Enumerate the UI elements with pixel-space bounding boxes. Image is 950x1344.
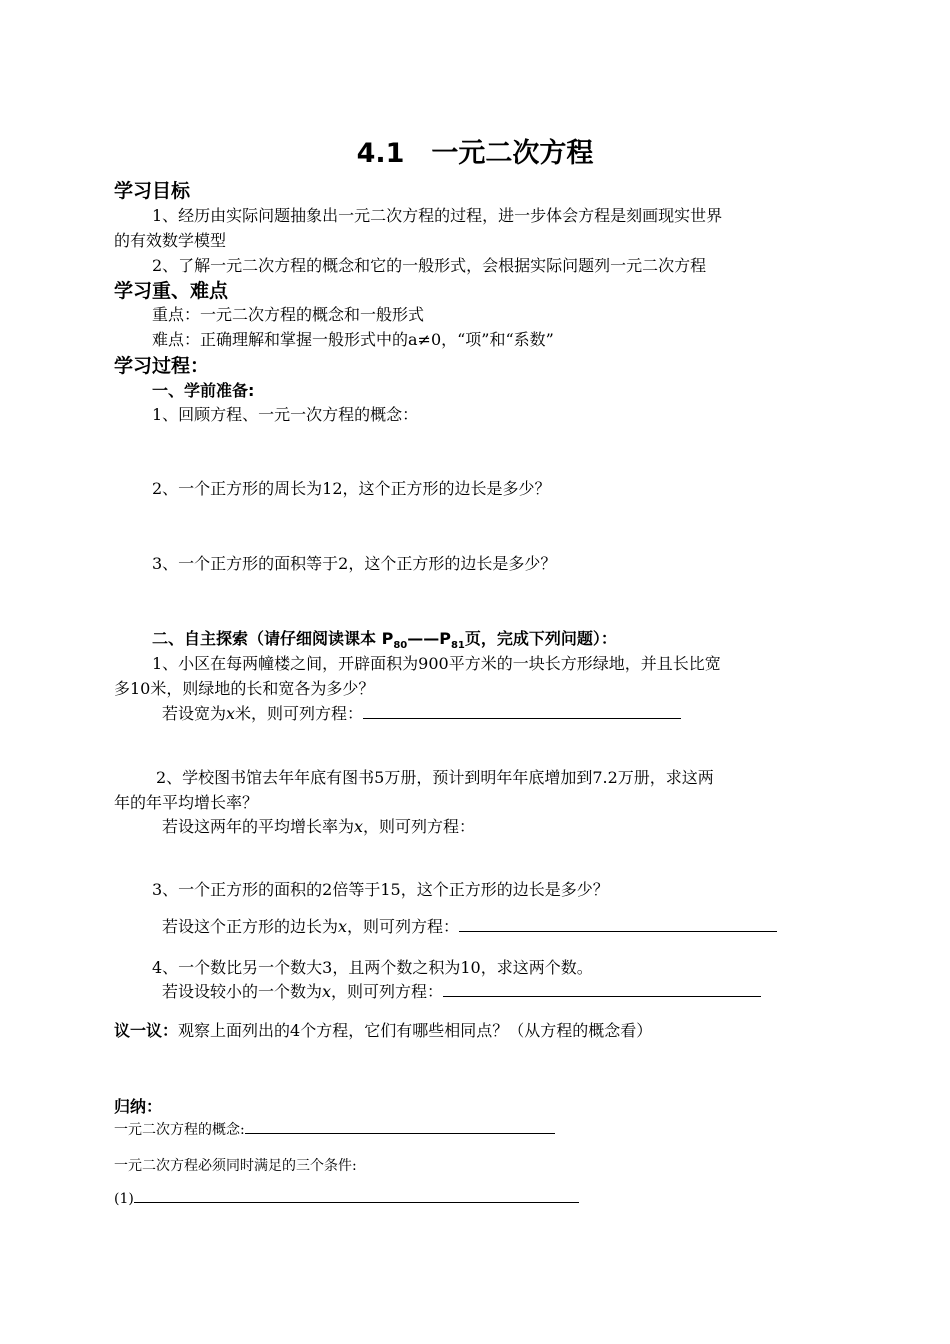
question-3-setup: 若设这个正方形的边长为x，则可列方程： xyxy=(162,914,777,937)
goal-item-1a: 1、经历由实际问题抽象出一元二次方程的过程，进一步体会方程是刻画现实世界 xyxy=(152,206,723,225)
answer-blank-3[interactable] xyxy=(459,917,777,932)
question-1b: 多10米，则绿地的长和宽各为多少？ xyxy=(114,679,375,698)
answer-blank-4[interactable] xyxy=(443,982,761,997)
discuss-label: 议一议： xyxy=(114,1021,179,1040)
question-4-setup: 若设设较小的一个数为x，则可列方程： xyxy=(162,979,761,1002)
key-point: 重点：一元二次方程的概念和一般形式 xyxy=(152,305,425,324)
explore-heading: 二、自主探索（请仔细阅读课本 $P_{80}——P_{81}$页，完成下列问题）： xyxy=(152,629,617,652)
discuss-row xyxy=(114,1018,652,1041)
summary-heading: 归纳： xyxy=(114,1097,163,1116)
answer-blank-1[interactable] xyxy=(363,704,681,719)
key-points-heading: 学习重、难点 xyxy=(114,280,229,302)
prep-item-1: 1、回顾方程、一元一次方程的概念： xyxy=(152,405,419,424)
prep-item-2: 2、一个正方形的周长为12，这个正方形的边长是多少？ xyxy=(152,479,551,498)
goal-item-1b: 的有效数学模型 xyxy=(114,231,227,250)
prep-item-3: 3、一个正方形的面积等于2，这个正方形的边长是多少？ xyxy=(152,554,557,573)
condition-1-blank[interactable] xyxy=(134,1190,579,1203)
question-2b: 年的年平均增长率？ xyxy=(114,793,259,812)
question-1-setup: 若设宽为x米，则可列方程： xyxy=(162,701,681,724)
prep-heading: 一、学前准备: xyxy=(152,381,255,400)
summary-condition-1: (1) xyxy=(114,1190,579,1207)
question-2a: 2、学校图书馆去年年底有图书5万册，预计到明年年底增加到7.2万册，求这两 xyxy=(156,768,714,787)
difficult-point: 难点：正确理解和掌握一般形式中的a≠0，“项”和“系数” xyxy=(152,330,554,349)
summary-conditions: 一元二次方程必须同时满足的三个条件: xyxy=(114,1158,357,1174)
question-2-setup: 若设这两年的平均增长率为x，则可列方程： xyxy=(162,817,476,836)
goal-item-2: 2、了解一元二次方程的概念和它的一般形式，会根据实际问题列一元二次方程 xyxy=(152,256,707,275)
summary-concept: 一元二次方程的概念: xyxy=(114,1119,555,1139)
goals-heading: 学习目标 xyxy=(114,180,191,202)
page-title: 4.1 一元二次方程 xyxy=(356,138,594,169)
discuss-text: 观察上面列出的4个方程，它们有哪些相同点？（从方程的概念看） xyxy=(178,1021,653,1040)
question-4: 4、一个数比另一个数大3，且两个数之积为10，求这两个数。 xyxy=(152,958,593,977)
question-1a: 1、小区在每两幢楼之间，开辟面积为900平方米的一块长方形绿地，并且长比宽 xyxy=(152,654,721,673)
process-heading: 学习过程： xyxy=(114,355,210,377)
question-3: 3、一个正方形的面积的2倍等于15，这个正方形的边长是多少？ xyxy=(152,880,609,899)
concept-blank[interactable] xyxy=(245,1121,555,1134)
